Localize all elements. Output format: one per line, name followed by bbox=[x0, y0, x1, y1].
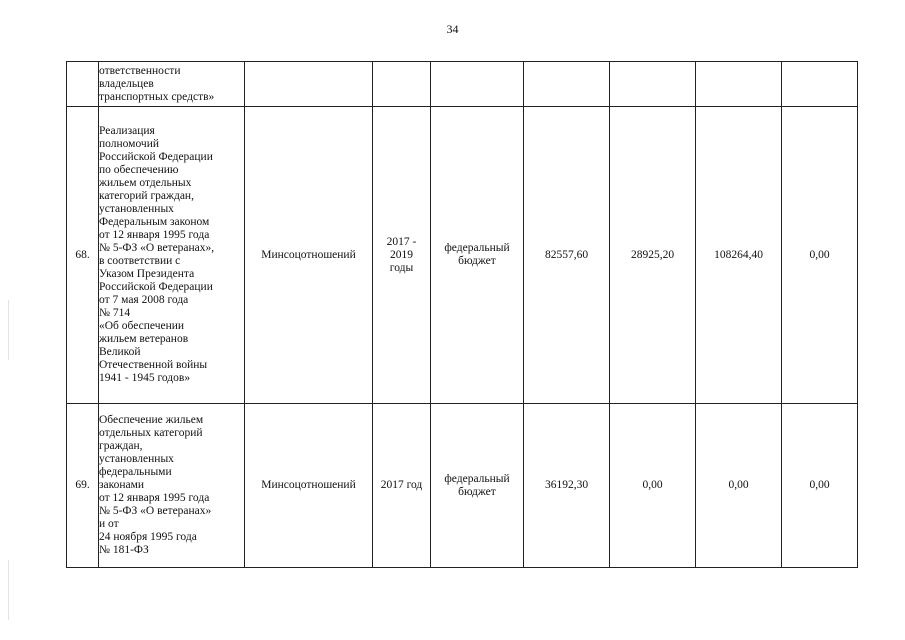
description-line: и от bbox=[99, 518, 119, 530]
description-line: по обеспечению bbox=[99, 164, 179, 176]
funding-source-cell bbox=[431, 62, 524, 107]
description-line: Реализация bbox=[99, 125, 155, 137]
description-line: категорий граждан, bbox=[99, 190, 194, 202]
value-cell-4: 0,00 bbox=[782, 107, 858, 404]
funding-source-cell: федеральный бюджет bbox=[431, 404, 524, 568]
measure-description-cell bbox=[99, 62, 245, 107]
scan-artifact bbox=[8, 560, 9, 620]
description-line: полномочий bbox=[99, 138, 159, 150]
value-cell-2 bbox=[610, 62, 696, 107]
description-line: Обеспечение жильем bbox=[99, 414, 204, 426]
table-row bbox=[67, 62, 858, 107]
description-line: Федеральным законом bbox=[99, 216, 210, 228]
value-cell-1: 36192,30 bbox=[524, 404, 610, 568]
value-cell-1: 82557,60 bbox=[524, 107, 610, 404]
description-line: Российской Федерации bbox=[99, 151, 213, 163]
description-line: Указом Президента bbox=[99, 268, 195, 280]
executor-cell bbox=[245, 62, 373, 107]
period-cell: 2017 год bbox=[373, 404, 431, 568]
description-line: ответственности bbox=[99, 64, 181, 77]
program-measures-table bbox=[66, 61, 858, 568]
description-line: № 714 bbox=[99, 307, 131, 319]
measure-description-cell bbox=[99, 107, 245, 404]
description-line: Отечественной войны bbox=[99, 359, 208, 371]
description-line: установленных bbox=[99, 203, 174, 215]
description-line: граждан, bbox=[99, 440, 143, 452]
description-line: «Об обеспечении bbox=[99, 320, 185, 332]
value-cell-3: 108264,40 bbox=[696, 107, 782, 404]
description-line: № 5-ФЗ «О ветеранах», bbox=[99, 242, 215, 254]
description-line: владельцев bbox=[99, 77, 154, 90]
value-cell-1 bbox=[524, 62, 610, 107]
table-row bbox=[67, 107, 858, 404]
executor-cell: Минсоцотношений bbox=[245, 404, 373, 568]
table-row bbox=[67, 404, 858, 568]
row-number-cell: 68. bbox=[67, 107, 99, 404]
description-line: 24 ноября 1995 года bbox=[99, 531, 197, 543]
description-line: от 12 января 1995 года bbox=[99, 492, 210, 504]
value-cell-3 bbox=[696, 62, 782, 107]
executor-cell: Минсоцотношений bbox=[245, 107, 373, 404]
value-cell-2: 0,00 bbox=[610, 404, 696, 568]
value-cell-4 bbox=[782, 62, 858, 107]
row-number-cell: 69. bbox=[67, 404, 99, 568]
description-line: Российской Федерации bbox=[99, 281, 213, 293]
description-line: федеральными bbox=[99, 466, 172, 478]
description-line: 1941 - 1945 годов» bbox=[99, 372, 191, 384]
description-line: № 5-ФЗ «О ветеранах» bbox=[99, 505, 212, 517]
row-number-cell bbox=[67, 62, 99, 107]
funding-source-cell: федеральный бюджет bbox=[431, 107, 524, 404]
description-line: жильем отдельных bbox=[99, 177, 192, 189]
description-line: законами bbox=[99, 479, 145, 491]
scan-artifact bbox=[8, 300, 9, 360]
value-cell-2: 28925,20 bbox=[610, 107, 696, 404]
description-line: № 181-ФЗ bbox=[99, 544, 149, 556]
description-line: транспортных средств» bbox=[99, 90, 215, 103]
period-cell bbox=[373, 62, 431, 107]
description-line: Великой bbox=[99, 346, 141, 358]
description-line: от 7 мая 2008 года bbox=[99, 294, 189, 306]
description-line: установленных bbox=[99, 453, 174, 465]
page-number: 34 bbox=[446, 22, 459, 36]
description-line: отдельных категорий bbox=[99, 427, 203, 439]
value-cell-3: 0,00 bbox=[696, 404, 782, 568]
period-cell: 2017 - 2019 годы bbox=[373, 107, 431, 404]
description-line: в соответствии с bbox=[99, 255, 181, 267]
description-line: от 12 января 1995 года bbox=[99, 229, 210, 241]
description-line: жильем ветеранов bbox=[99, 333, 189, 345]
value-cell-4: 0,00 bbox=[782, 404, 858, 568]
measure-description-cell bbox=[99, 404, 245, 568]
